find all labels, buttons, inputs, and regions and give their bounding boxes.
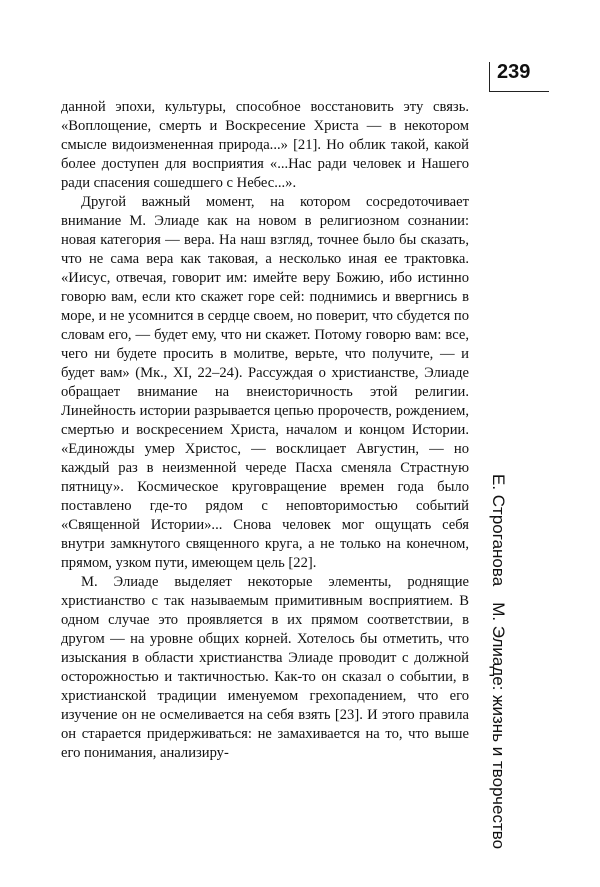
header-rule-horizontal: [489, 91, 549, 92]
body-text: [61, 98, 469, 763]
side-title-book: М. Элиаде: жизнь и творчество: [489, 602, 508, 850]
header-rule-vertical: [489, 62, 490, 92]
page-number: 239: [497, 61, 531, 83]
paragraph-1: данной эпохи, культуры, способное восстановить эту связь. «Воплощение, смерть и Воскресение Христа — в некотором смысле видоизмененная природа...» [21]. Но облик такой, какой более доступен для восприятия «...Нас ради человек и Нашего ради спасения сошедшего с Небес...».: [61, 99, 469, 191]
side-title-author: Е. Строганова: [489, 474, 508, 587]
paragraph-2: Другой важный момент, на котором сосредоточивает внимание М. Элиаде как на новом в религиозном сознании: новая категория — вера. На наш взгляд, точнее было бы сказать, что не сама вера как таковая, а несколько иная ее трактовка. «Иисус, отвечая, говорит им: имейте веру Божию, ибо истинно говорю вам, если кто скажет горе сей: поднимись и ввергнись в море, и не усомнится в сердце своем, но поверит, что сбудется по словам его, — будет ему, что ни скажет. Потому говорю вам: все, чего ни будете просить в молитве, верьте, что получите, — и будет вам» (Мк., XI, 22–24). Рассуждая о христианстве, Элиаде обращает внимание на внеисторичность этой религии. Линейность истории разрывается цепью пророчеств, рождением, смертью и воскресением Христа, началом и концом Истории. «Единожды умер Христос, — восклицает Августин, — но каждый раз в неизменной череде Пасха сменяла Страстную пятницу». Космическое круговращение времен года было поставлено где-то рядом с неповторимостью событий «Священной Истории»... Снова человек мог ощущать себя внутри замкнутого священного круга, а не только на конечном, прямом, узком пути, имеющем цель [22].: [61, 194, 469, 571]
paragraph-3: М. Элиаде выделяет некоторые элементы, роднящие христианство с так называемым примитивным восприятием. В одном случае это проявляется в их прямом соответствии, в другом — на уровне общих корней. Хотелось бы отметить, что изыскания в области христианства Элиаде проводит с должной осторожностью и тактичностью. Как-то он сказал о событии, в христианской традиции именуемом грехопадением, что его изучение он не осмеливается на себя взять [23]. И этого правила он старается придерживаться: не замахивается на то, что выше его понимания, анализиру-: [61, 574, 469, 761]
running-side-title: [478, 474, 518, 850]
